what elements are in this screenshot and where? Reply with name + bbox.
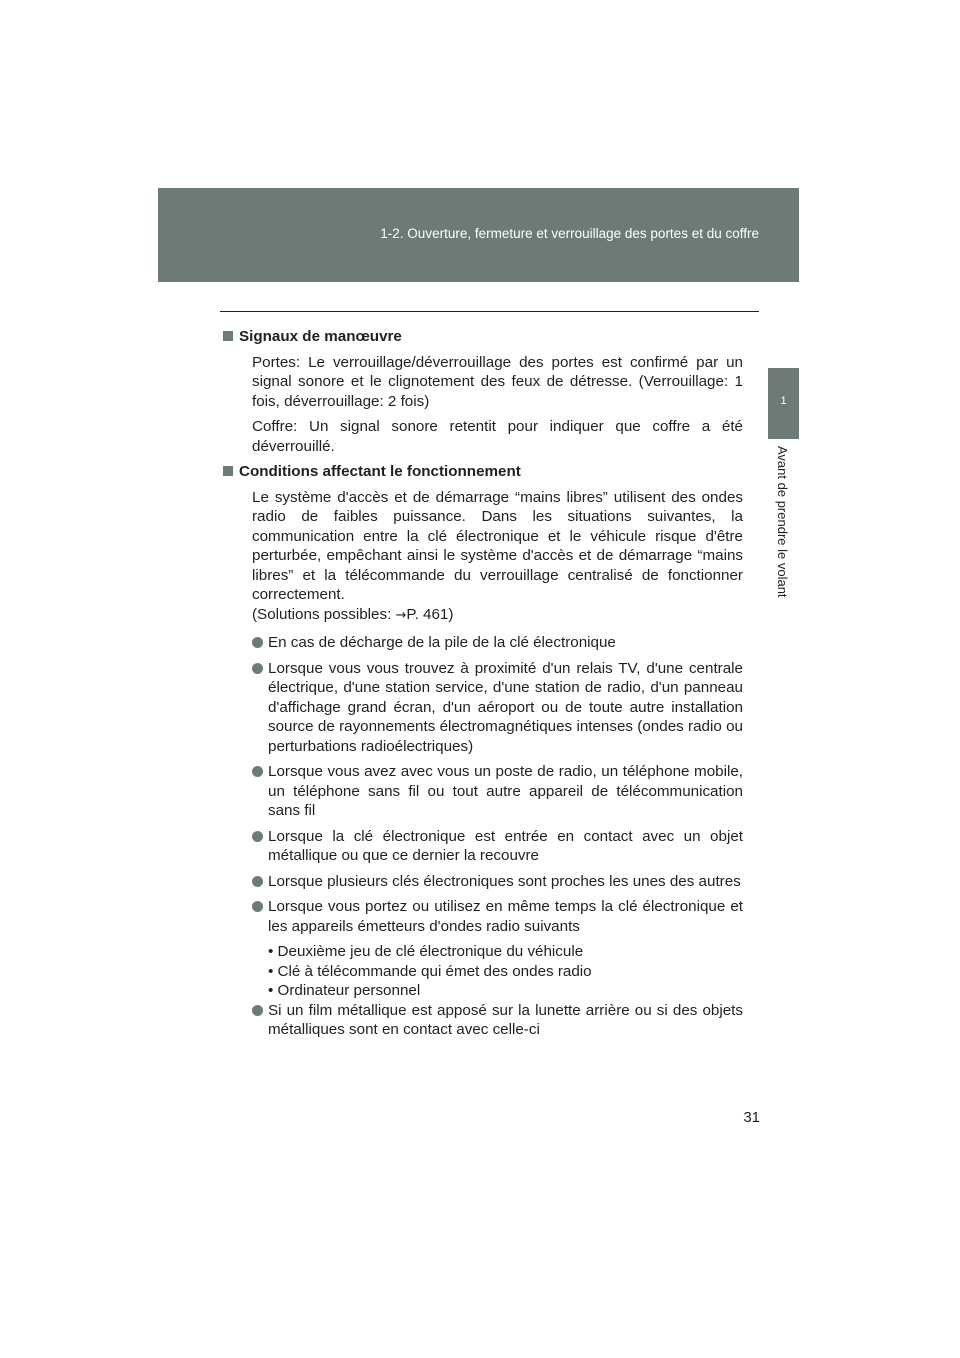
header-rule: [220, 311, 759, 312]
list-item: [252, 827, 743, 866]
paragraph: Le système d'accès et de démarrage “mains libres” utilisent des ondes radio de faibles puissance. Dans les situations suivantes, la communication entre la clé électronique et le véhicule risque d'être perturbée, empêchant ainsi le système d'accès et de démarrage “mains libres” et la télécommande du verrouillage centralisé de fonctionner correctement.: [252, 488, 743, 603]
sub-list-item: • Ordinateur personnel: [268, 982, 421, 999]
circle-bullet-icon: [252, 663, 263, 674]
sub-list: [268, 942, 743, 1001]
list-item: [252, 872, 743, 892]
chapter-side-label: Avant de prendre le volant: [775, 446, 790, 598]
list-item-text: Lorsque vous avez avec vous un poste de radio, un téléphone mobile, un téléphone sans fil ou tout autre appareil de télécommunication sans fil: [268, 763, 743, 819]
square-bullet-icon: [223, 466, 233, 476]
sub-list-item: • Clé à télécommande qui émet des ondes radio: [268, 962, 592, 980]
circle-bullet-icon: [252, 901, 263, 912]
arrow-right-icon: →: [395, 607, 407, 623]
list-item: [252, 1001, 743, 1040]
section-heading-text: Conditions affectant le fonctionnement: [239, 463, 521, 480]
sub-list-item: • Deuxième jeu de clé électronique du véhicule: [268, 943, 584, 960]
paragraph: Portes: Le verrouillage/déverrouillage des portes est confirmé par un signal sonore et le clignotement des feux de détresse. (Verrouillage: 1 fois, déverrouillage: 2 fois): [252, 353, 743, 410]
page-content: [223, 327, 743, 1046]
circle-bullet-icon: [252, 876, 263, 887]
list-item-text: Lorsque plusieurs clés électroniques sont proches les unes des autres: [268, 872, 741, 890]
circle-bullet-icon: [252, 1005, 263, 1016]
list-item: [252, 897, 743, 936]
circle-bullet-icon: [252, 831, 263, 842]
chapter-header-band: [158, 188, 799, 282]
section-heading-conditions: [223, 462, 743, 482]
circle-bullet-icon: [252, 766, 263, 777]
paragraph: Coffre: Un signal sonore retentit pour indiquer que coffre a été déverrouillé.: [252, 418, 743, 455]
list-item-text: Si un film métallique est apposé sur la lunette arrière ou si des objets métalliques sont en contact avec celle-ci: [268, 1001, 743, 1038]
circle-bullet-icon: [252, 637, 263, 648]
list-item-text: Lorsque la clé électronique est entrée en contact avec un objet métallique ou que ce dernier la recouvre: [268, 827, 743, 864]
solutions-line: [252, 605, 743, 626]
list-item: [252, 633, 743, 653]
section-heading-text: Signaux de manœuvre: [239, 328, 402, 345]
list-item-text: En cas de décharge de la pile de la clé électronique: [268, 634, 616, 651]
solutions-prefix: (Solutions possibles:: [252, 605, 396, 623]
list-item-text: Lorsque vous portez ou utilisez en même temps la clé électronique et les appareils émetteurs d'ondes radio suivants: [268, 898, 743, 935]
page-number: 31: [743, 1109, 760, 1126]
section-heading-signals: [223, 327, 743, 347]
page-reference-link[interactable]: P. 461): [406, 605, 454, 623]
list-item-text: Lorsque vous vous trouvez à proximité d'un relais TV, d'une centrale électrique, d'une station service, d'une station de radio, d'un panneau d'affichage grand écran, d'un aéroport ou de toute autre installation source de rayonnements électromagnétiques intenses (ondes radio ou perturbations radioélectriques): [268, 659, 743, 755]
section-title: 1-2. Ouverture, fermeture et verrouillage des portes et du coffre: [380, 226, 759, 241]
list-item: [252, 762, 743, 821]
chapter-tab[interactable]: [768, 368, 799, 439]
list-item: [252, 659, 743, 757]
chapter-number: 1: [780, 395, 787, 407]
square-bullet-icon: [223, 331, 233, 341]
